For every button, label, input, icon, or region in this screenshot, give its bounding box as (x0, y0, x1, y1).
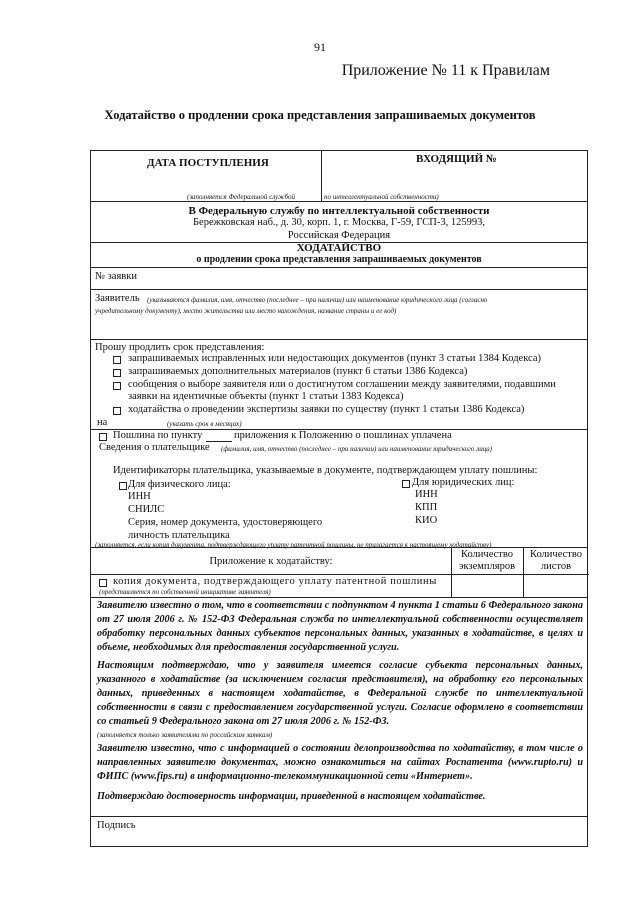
inn-legal-label[interactable]: ИНН (415, 489, 438, 500)
option-checkbox-1[interactable] (113, 356, 121, 364)
notice-accuracy: Подтверждаю достоверность информации, приведенной в настоящем ходатайстве. (97, 791, 486, 802)
attachment-checkbox[interactable] (99, 579, 107, 587)
notice-personal-data-processing: Заявителю известно о том, что в соответствии с подпунктом 4 пункта 1 статьи 6 Федерального закона от 27 июля 2006 г. № 152-ФЗ Федеральная служба по интеллектуальной собственности осуществляет обработку персональных данных субъектов персональных данных, указанных в ходатайстве, в целях и объеме, необходимых для предоставления государственной услуги. (97, 600, 583, 653)
option-checkbox-4[interactable] (113, 407, 121, 415)
fee-paid-checkbox[interactable] (99, 433, 107, 441)
incoming-number-label: ВХОДЯЩИЙ № (416, 153, 497, 165)
header-divider (321, 151, 322, 201)
addressee-line1: В Федеральную службу по интеллектуальной собственности (188, 205, 490, 217)
divider (91, 289, 587, 290)
attachment-item-label: копия документа, подтверждающего уплату патентной пошлины (113, 576, 437, 587)
payer-ids-title: Идентификаторы плательщика, указываемые в документе, подтверждающем уплату пошлины: (113, 465, 538, 476)
notice-case-status: Заявителю известно, что с информацией о состоянии делопроизводства по ходатайству, в том числе о направленных заявителю документах, можно ознакомиться на сайтах Роспатента (www.rupto.ru) и ФИПС (www.fips.ru) в информационно-телекоммуникационной сети «Интернет». (97, 743, 583, 782)
divider (91, 816, 587, 817)
option-label-1: запрашиваемых исправленных или недостающих документов (пункт 3 статьи 1384 Кодекса) (128, 353, 542, 364)
fee-fill-note: (заполняется, если копия документа, подтверждающего уплату патентной пошлины, не прилагается к настоящему ходатайству) (95, 541, 492, 549)
addressee-line3: Российская Федерация (287, 230, 391, 241)
id-document-label-line1[interactable]: Серия, номер документа, удостоверяющего (128, 517, 323, 528)
page-number: 91 (314, 40, 326, 54)
attachment-item-hint: (представляется по собственной инициативе заявителя) (99, 588, 271, 596)
petition-title: ХОДАТАЙСТВО (296, 242, 382, 254)
payer-hint: (фамилия, имя, отчество (последнее – при наличии) или наименование юридического лица) (221, 445, 493, 453)
option-label-3-cont: заявки на идентичные объекты (пункт 1 статьи 1383 Кодекса) (128, 391, 404, 402)
legal-entity-checkbox[interactable] (402, 480, 410, 488)
kpp-label[interactable]: КПП (415, 502, 438, 513)
option-label-4: ходатайства о проведении экспертизы заявки по существу (пункт 1 статьи 1386 Кодекса) (128, 404, 525, 415)
option-checkbox-3[interactable] (113, 382, 121, 390)
document-title: Ходатайство о продлении срока представления запрашиваемых документов (104, 108, 536, 122)
sheets-header-line1: Количество (529, 549, 583, 560)
petition-subtitle: о продлении срока представления запрашиваемых документов (196, 254, 482, 265)
filled-by-note-left: (заполняется Федеральной службой (187, 193, 295, 201)
divider (91, 201, 587, 202)
notice-consent-hint: (заполняется только заявителями по российским заявкам) (97, 731, 273, 739)
attachments-header: Приложение к ходатайству: (209, 556, 333, 567)
application-number-label[interactable]: № заявки (95, 271, 137, 282)
legal-entity-label: Для юридических лиц: (412, 477, 515, 488)
divider (91, 267, 587, 268)
addressee-line2: Бережковская наб., д. 30, корп. 1, г. Москва, Г-59, ГСП-3, 125993, (193, 217, 485, 228)
id-document-label-line2: личность плательщика (128, 530, 230, 541)
receipt-date-label: ДАТА ПОСТУПЛЕНИЯ (147, 157, 269, 169)
divider (91, 574, 589, 575)
fee-paid-mid: приложения к Положению о пошлинах уплачена (234, 430, 452, 441)
applicant-hint-line2: учредительному документу), место жительства или место нахождения, название страны и ее код) (95, 307, 397, 315)
individual-checkbox[interactable] (119, 482, 127, 490)
divider (91, 547, 587, 548)
copies-header-line2: экземпляров (458, 561, 516, 572)
applicant-hint-line1: (указываются фамилия, имя, отчество (последнее – при наличии) или наименование юридического лица (согласно (147, 296, 488, 304)
term-on-label: на (97, 417, 108, 428)
option-label-3: сообщения о выборе заявителя или о достигнутом соглашении между заявителями, подавшими (128, 379, 556, 390)
payer-label[interactable]: Сведения о плательщике (99, 442, 210, 453)
individual-label: Для физического лица: (128, 479, 231, 490)
kio-label[interactable]: КИО (415, 515, 438, 526)
fee-paid-prefix: Пошлина по пункту (113, 430, 203, 441)
signature-label[interactable]: Подпись (97, 820, 136, 831)
petition-form (90, 150, 588, 847)
term-hint: (указать срок в месяцах) (167, 420, 242, 428)
notice-consent: Настоящим подтверждаю, что у заявителя имеется согласие субъекта персональных данных, указанного в ходатайстве (за исключением согласия представителя), на обработку его персональных данных, приведенных в настоящем ходатайстве, в Федеральной службе по интеллектуальной собственности в связи с предоставлением государственной услуги. Согласие оформлено в соответствии со статьей 9 Федерального закона от 27 июля 2006 г. № 152-ФЗ. (97, 660, 583, 727)
divider (91, 339, 587, 340)
divider (91, 597, 587, 598)
snils-label[interactable]: СНИЛС (128, 504, 165, 515)
appendix-label: Приложение № 11 к Правилам (341, 62, 550, 79)
copies-header-line1: Количество (460, 549, 514, 560)
inn-individual-label[interactable]: ИНН (128, 491, 151, 502)
option-checkbox-2[interactable] (113, 369, 121, 377)
extend-intro: Прошу продлить срок представления: (95, 342, 265, 353)
applicant-label[interactable]: Заявитель (95, 293, 140, 304)
option-label-2: запрашиваемых дополнительных материалов (пункт 6 статьи 1386 Кодекса) (128, 366, 468, 377)
filled-by-note-right: по интеллектуальной собственности) (324, 193, 439, 201)
sheets-header-line2: листов (540, 561, 572, 572)
